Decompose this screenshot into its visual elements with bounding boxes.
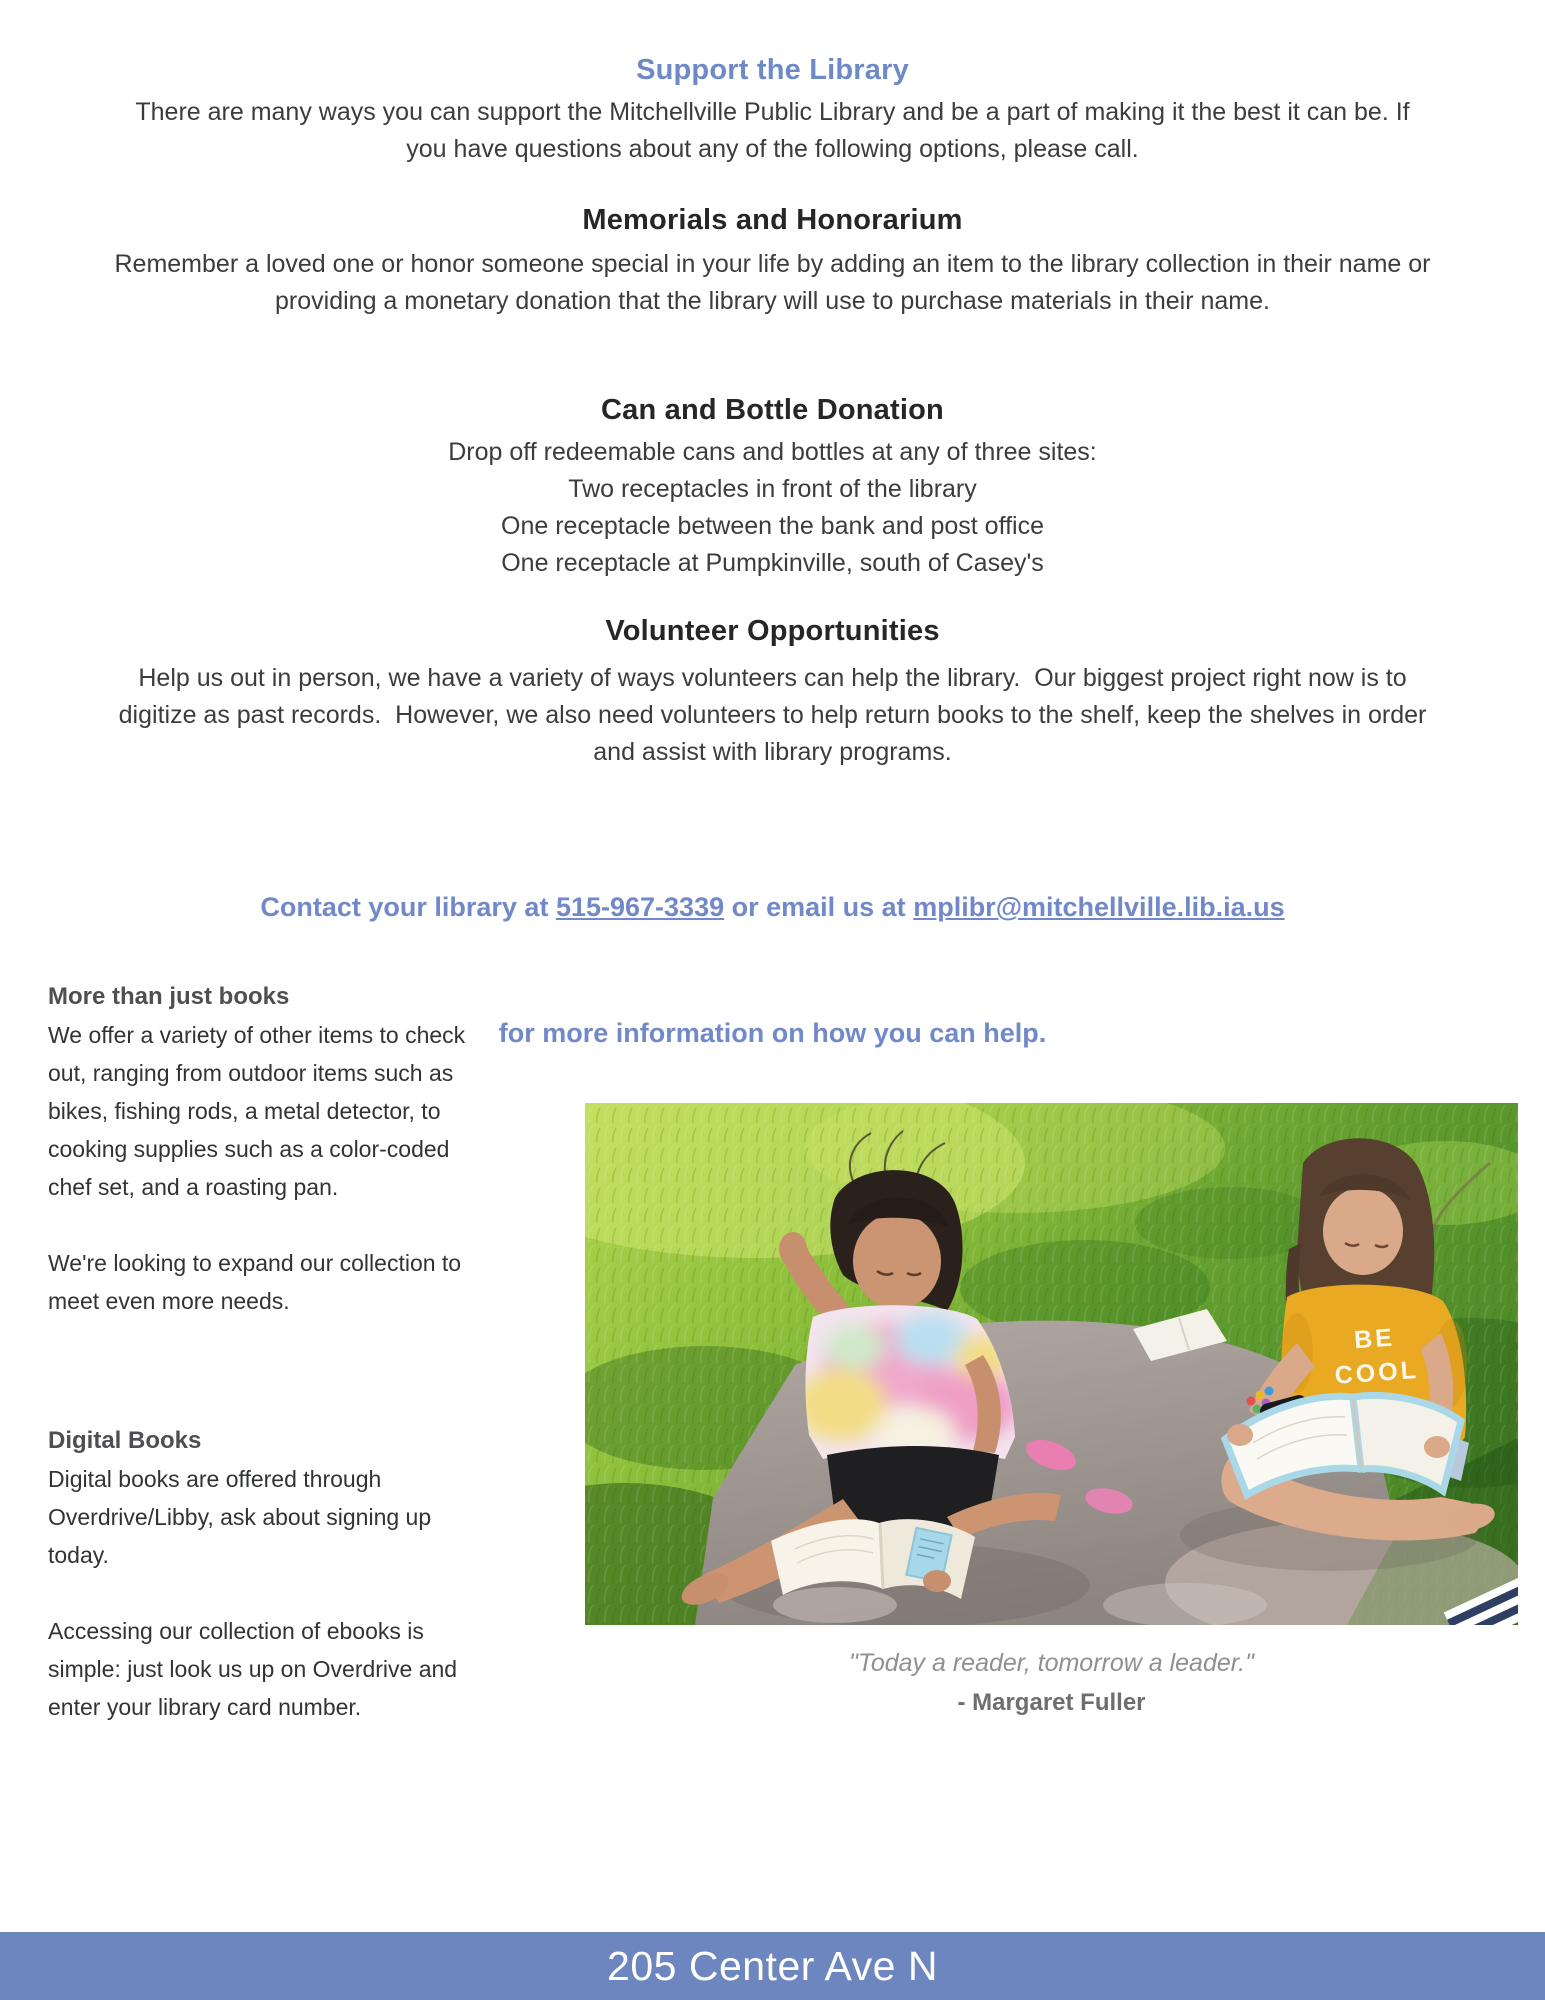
memorials-body-row xyxy=(0,246,1545,320)
quote-text: "Today a reader, tomorrow a leader." xyxy=(848,1649,1254,1677)
memorials-heading: Memorials and Honorarium xyxy=(582,204,963,236)
quote-attribution: - Margaret Fuller xyxy=(957,1689,1146,1716)
cans-heading-row xyxy=(0,394,1545,427)
footer-bar xyxy=(0,1932,1545,2000)
email-link[interactable]: mplibr@mitchellville.lib.ia.us xyxy=(913,892,1285,922)
cans-line: One receptacle at Pumpkinville, south of Casey's xyxy=(501,549,1044,577)
volunteer-body: Help us out in person, we have a variety of ways volunteers can help the library. Our biggest project right now is to digitize as past records. However, we also need volunteers to help return books to the shelf, keep the shelves in order and assist with library programs. xyxy=(118,664,1434,766)
volunteer-heading: Volunteer Opportunities xyxy=(605,615,940,647)
volunteer-body-row xyxy=(0,660,1545,771)
footer-address: 205 Center Ave N xyxy=(607,1942,938,1989)
contact-line-1 xyxy=(0,886,1545,928)
shirt-text: BE xyxy=(1353,1323,1396,1355)
volunteer-heading-row xyxy=(0,615,1545,648)
cans-line: Two receptacles in front of the library xyxy=(568,475,977,503)
phone-link[interactable]: 515-967-3339 xyxy=(555,892,725,922)
cans-heading: Can and Bottle Donation xyxy=(601,394,944,426)
memorials-heading-row xyxy=(0,204,1545,237)
page-title: Support the Library xyxy=(636,54,909,86)
cans-line: Drop off redeemable cans and bottles at any of three sites: xyxy=(448,438,1097,466)
support-section-title-row xyxy=(0,54,1545,87)
contact-line-2: for more information on how you can help. xyxy=(498,1018,1047,1048)
more-than-books-para-1: We offer a variety of other items to check out, ranging from outdoor items such as bikes, fishing rods, a metal detector, to cooking supplies such as a color-coded chef set, and a roasting pan. xyxy=(48,1022,466,1200)
cans-line: One receptacle between the bank and post office xyxy=(501,512,1044,540)
memorials-body: Remember a loved one or honor someone special in your life by adding an item to the library collection in their name or providing a monetary donation that the library will use to purchase materials in their name. xyxy=(114,250,1438,315)
contact-prefix: Contact your library at xyxy=(260,892,556,922)
cans-lines xyxy=(0,434,1545,582)
support-intro-row xyxy=(0,94,1545,168)
support-intro-text: There are many ways you can support the Mitchellville Public Library and be a part of making it the best it can be. If you have questions about any of the following options, please call. xyxy=(135,98,1417,163)
more-than-books-para-2: We're looking to expand our collection to meet even more needs. xyxy=(48,1250,462,1314)
digital-books-para-1: Digital books are offered through Overdrive/Libby, ask about signing up today. xyxy=(48,1466,432,1568)
digital-books-para-2: Accessing our collection of ebooks is simple: just look us up on Overdrive and enter your library card number. xyxy=(48,1618,458,1720)
digital-books-heading: Digital Books xyxy=(48,1427,202,1454)
quote-block xyxy=(585,1646,1518,1720)
more-than-books-heading: More than just books xyxy=(48,983,290,1010)
left-column xyxy=(48,978,466,1764)
shirt-text: COOL xyxy=(1333,1355,1420,1390)
reading-photo xyxy=(585,1103,1518,1625)
contact-middle: or email us at xyxy=(724,892,914,922)
reading-photo-illustration xyxy=(585,1103,1518,1625)
